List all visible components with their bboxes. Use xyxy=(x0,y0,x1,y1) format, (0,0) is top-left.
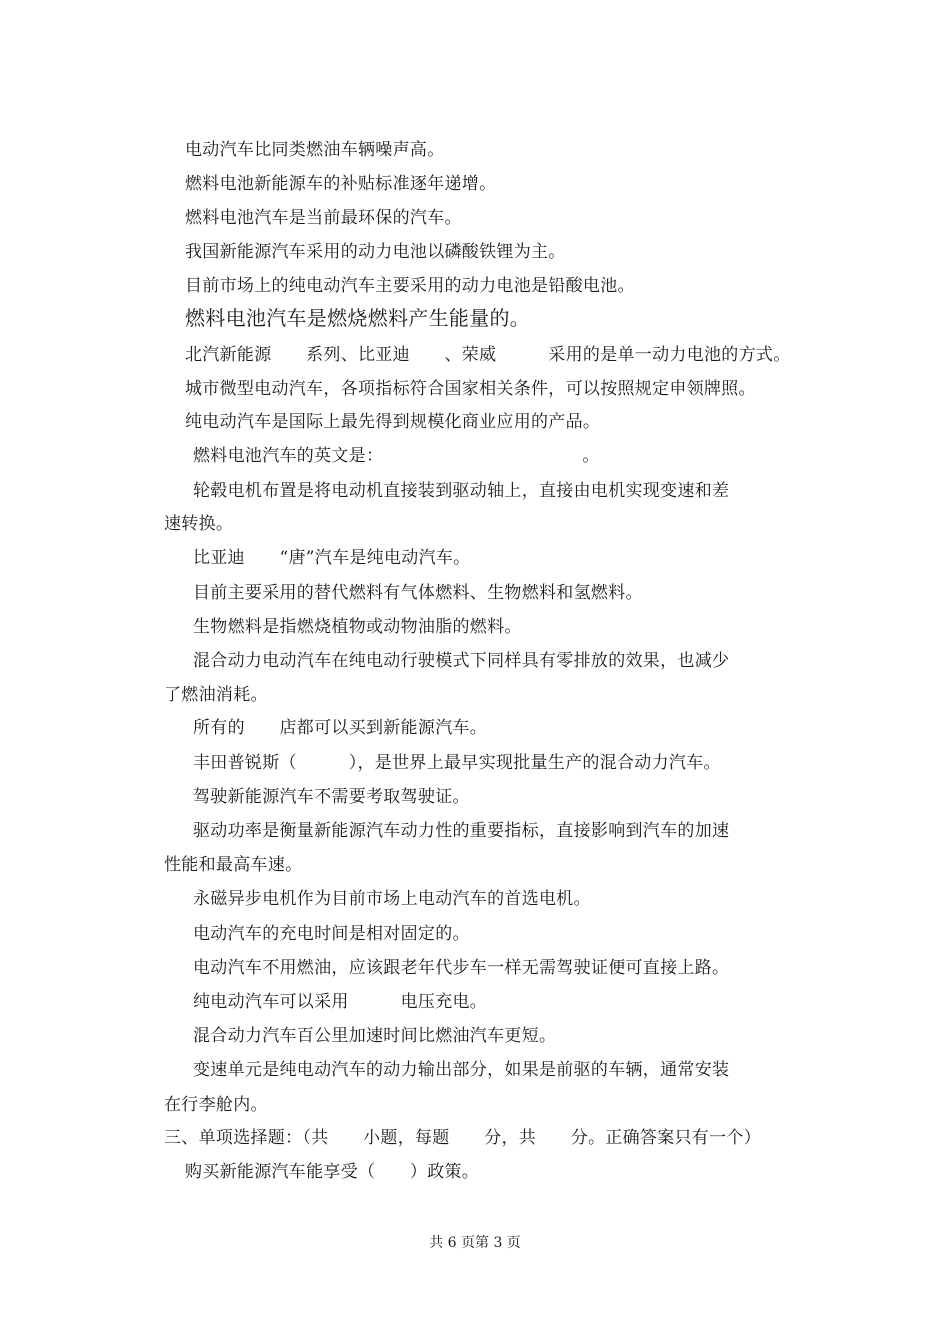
statement-line: 变速单元是纯电动汽车的动力输出部分，如果是前驱的车辆，通常安装 xyxy=(193,1060,730,1080)
statement-line: 轮毂电机布置是将电动机直接装到驱动轴上，直接由电机实现变速和差 xyxy=(193,481,730,501)
statement-line: 混合动力汽车百公里加速时间比燃油汽车更短。 xyxy=(193,1026,557,1046)
question-line: 购买新能源汽车能享受（ ）政策。 xyxy=(185,1162,480,1182)
statement-line: 生物燃料是指燃烧植物或动物油脂的燃料。 xyxy=(193,617,522,637)
statement-line: 燃料电池新能源车的补贴标准逐年递增。 xyxy=(185,174,497,194)
page-footer: 共 6 页第 3 页 xyxy=(429,1235,521,1251)
statement-line-continuation: 性能和最高车速。 xyxy=(164,855,303,875)
statement-line: 纯电动汽车可以采用 电压充电。 xyxy=(193,992,488,1012)
statement-line-continuation: 速转换。 xyxy=(164,514,234,534)
statement-line: 永磁异步电机作为目前市场上电动汽车的首选电机。 xyxy=(193,889,591,909)
statement-line: 电动汽车比同类燃油车辆噪声高。 xyxy=(185,140,445,160)
statement-line: 纯电动汽车是国际上最先得到规模化商业应用的产品。 xyxy=(185,412,601,432)
statement-line: 所有的 店都可以买到新能源汽车。 xyxy=(193,718,488,738)
statement-line: 驱动功率是衡量新能源汽车动力性的重要指标，直接影响到汽车的加速 xyxy=(193,821,730,841)
statement-line: 比亚迪 “唐”汽车是纯电动汽车。 xyxy=(193,548,471,568)
section-heading: 三、单项选择题：（共 小题，每题 分，共 分。正确答案只有一个） xyxy=(164,1128,761,1148)
statement-line: 燃料电池汽车的英文是： 。 xyxy=(193,446,600,466)
statement-line: 电动汽车的充电时间是相对固定的。 xyxy=(193,924,470,944)
statement-line: 我国新能源汽车采用的动力电池以磷酸铁锂为主。 xyxy=(185,242,566,262)
statement-line: 混合动力电动汽车在纯电动行驶模式下同样具有零排放的效果，也减少 xyxy=(193,651,730,671)
statement-line: 电动汽车不用燃油，应该跟老年代步车一样无需驾驶证便可直接上路。 xyxy=(193,958,730,978)
statement-line: 城市微型电动汽车，各项指标符合国家相关条件，可以按照规定申领牌照。 xyxy=(185,379,756,399)
statement-line: 目前主要采用的替代燃料有气体燃料、生物燃料和氢燃料。 xyxy=(193,583,643,603)
statement-line: 北汽新能源 系列、比亚迪 、荣威 采用的是单一动力电池的方式。 xyxy=(185,345,791,365)
statement-line: 目前市场上的纯电动汽车主要采用的动力电池是铅酸电池。 xyxy=(185,276,635,296)
statement-line: 燃料电池汽车是当前最环保的汽车。 xyxy=(185,208,462,228)
statement-line: 燃料电池汽车是燃烧燃料产生能量的。 xyxy=(185,306,531,330)
statement-line: 驾驶新能源汽车不需要考取驾驶证。 xyxy=(193,787,470,807)
statement-line: 丰田普锐斯（ ），是世界上最早实现批量生产的混合动力汽车。 xyxy=(193,753,721,773)
statement-line-continuation: 在行李舱内。 xyxy=(164,1095,268,1115)
statement-line-continuation: 了燃油消耗。 xyxy=(164,685,268,705)
